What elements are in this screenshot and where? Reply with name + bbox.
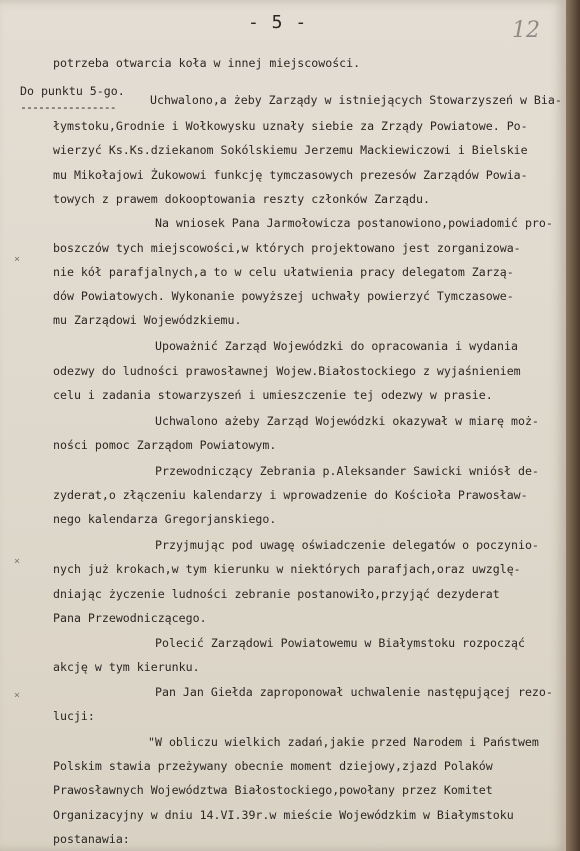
- text-line: akcję w tym kierunku.: [53, 660, 200, 674]
- text-line: towych z prawem dokooptowania reszty członków Zarządu.: [53, 192, 430, 206]
- point-underline: ----------------: [20, 100, 116, 114]
- page-edge: [566, 0, 580, 851]
- text-line: mu Mikołajowi Żukowowi funkcję tymczasowych prezesów Zarządów Powia-: [53, 168, 528, 182]
- text-line: wierzyć Ks.Ks.dziekanom Sokólskiemu Jerzemu Mackiewiczowi i Bielskie: [53, 143, 528, 157]
- text-line: boszczów tych miejscowości,w których projektowano jest zorganizowa-: [53, 241, 521, 255]
- text-line: Na wniosek Pana Jarmołowicza postanowiono,powiadomić pro-: [155, 216, 553, 230]
- text-line: Polecić Zarządowi Powiatowemu w Białymstoku rozpocząć: [155, 636, 525, 650]
- folio-number: 12: [512, 18, 540, 43]
- text-line: łymstoku,Grodnie i Wołkowysku uznały siebie za Zrządy Powiatowe. Po-: [53, 119, 528, 133]
- text-line: Polskim stawia przeżywany obecnie moment dziejowy,zjazd Polaków: [53, 759, 493, 773]
- margin-mark: ×: [14, 556, 21, 567]
- text-line: lucji:: [53, 709, 95, 723]
- text-line: nie kół parafjalnych,a to w celu ułatwienia pracy delegatom Zarzą-: [53, 265, 514, 279]
- text-line: zyderat,o złączeniu kalendarzy i wprowadzenie do Kościoła Prawosław-: [53, 488, 528, 502]
- text-line: dniając życzenie ludności zebranie postanowiło,przyjąć dezyderat: [53, 587, 500, 601]
- text-line: Przewodniczący Zebrania p.Aleksander Sawicki wniósł de-: [155, 464, 539, 478]
- text-line: potrzeba otwarcia koła w innej miejscowości.: [53, 56, 361, 70]
- text-line: celu i zadania stowarzyszeń i umieszczenie tej odezwy w prasie.: [53, 388, 493, 402]
- point-label: Do punktu 5-go.: [20, 84, 125, 98]
- text-line: Organizacyjny w dniu 14.VI.39r.w mieście Wojewódzkim w Białymstoku: [53, 808, 514, 822]
- text-line: nych już krokach,w tym kierunku w niektórych parafjach,oraz uwzglę-: [53, 562, 521, 576]
- text-line: postanawia:: [53, 832, 130, 846]
- text-line: "W obliczu wielkich zadań,jakie przed Narodem i Państwem: [148, 735, 539, 749]
- page-number: - 5 -: [248, 12, 308, 33]
- text-line: Pan Jan Giełda zaproponował uchwalenie następującej rezo-: [155, 685, 553, 699]
- margin-mark: ×: [14, 690, 21, 701]
- margin-mark: ×: [14, 254, 21, 265]
- text-line: Przyjmując pod uwagę oświadczenie delegatów o poczynio-: [155, 538, 539, 552]
- text-line: Prawosławnych Województwa Białostockiego,powołany przez Komitet: [53, 783, 493, 797]
- text-line: odezwy do ludności prawosławnej Wojew.Białostockiego z wyjaśnieniem: [53, 364, 521, 378]
- text-line: ności pomoc Zarządom Powiatowym.: [53, 438, 277, 452]
- text-line: Upoważnić Zarząd Wojewódzki do opracowania i wydania: [155, 339, 518, 353]
- text-line: Pana Przewodniczącego.: [53, 611, 207, 625]
- text-line: mu Zarządowi Wojewódzkiemu.: [53, 313, 242, 327]
- text-line: Uchwalono,a żeby Zarządy w istniejących Stowarzyszeń w Bia-: [150, 93, 562, 107]
- text-line: nego kalendarza Gregorjanskiego.: [53, 512, 277, 526]
- text-line: Uchwalono ażeby Zarząd Wojewódzki okazywał w miarę moż-: [155, 414, 539, 428]
- text-line: dów Powiatowych. Wykonanie powyższej uchwały powierzyć Tymczasowe-: [53, 289, 514, 303]
